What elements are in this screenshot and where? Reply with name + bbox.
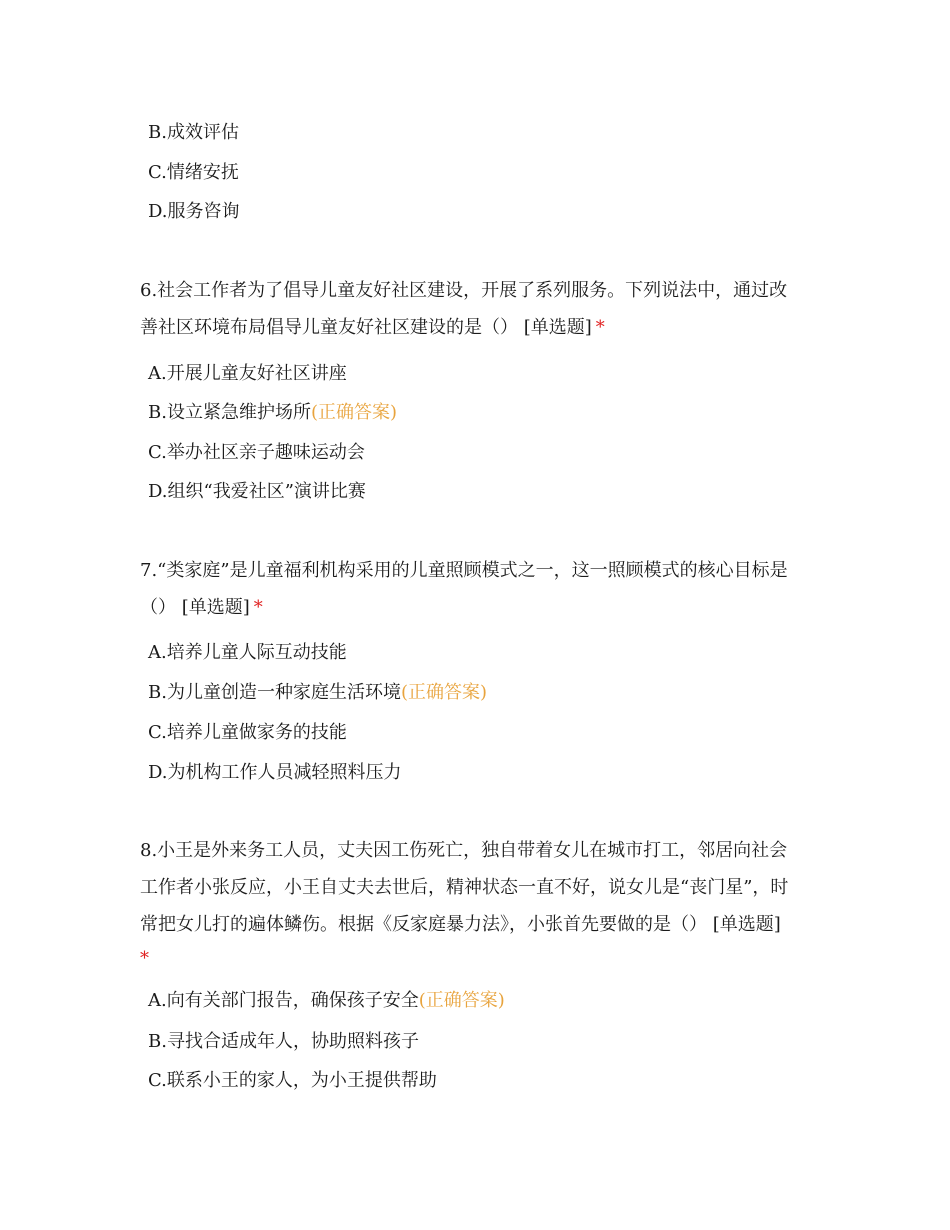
correct-answer-label: (正确答案) — [418, 990, 505, 1011]
q5-option-c-text: C.情绪安抚 — [148, 162, 239, 183]
q6-option-c-text: C.举办社区亲子趣味运动会 — [148, 442, 365, 463]
q6-option-c — [148, 441, 365, 465]
q8-title-line3: 常把女儿打的遍体鳞伤。根据《反家庭暴力法》，小张首先要做的是（） [单选题] — [140, 914, 781, 935]
q7-option-d-text: D.为机构工作人员减轻照料压力 — [148, 762, 402, 783]
q5-option-b — [148, 121, 239, 145]
q7-option-a-text: A.培养儿童人际互动技能 — [148, 642, 347, 663]
q5-option-d — [148, 200, 240, 224]
q6-option-b — [148, 401, 397, 425]
q6-title-line2-text: 善社区环境布局倡导儿童友好社区建设的是（） [单选题] — [140, 317, 592, 338]
q7-title-line2-text: （） [单选题] — [140, 597, 250, 618]
q7-option-b-text: B.为儿童创造一种家庭生活环境 — [148, 682, 401, 703]
required-asterisk: * — [595, 317, 605, 338]
required-asterisk: * — [140, 948, 149, 969]
required-asterisk: * — [253, 597, 263, 618]
correct-answer-label: (正确答案) — [310, 402, 397, 423]
correct-answer-label: (正确答案) — [400, 682, 487, 703]
q5-option-c — [148, 161, 239, 185]
q8-option-c-text: C.联系小王的家人，为小王提供帮助 — [148, 1070, 437, 1091]
q8-required-line — [136, 947, 149, 971]
q7-option-d — [148, 761, 402, 785]
q6-option-a — [148, 362, 347, 386]
q7-title-line2 — [140, 596, 263, 620]
q7-option-a — [148, 641, 347, 665]
q7-option-c-text: C.培养儿童做家务的技能 — [148, 722, 347, 743]
q7-option-b — [148, 681, 487, 705]
q6-option-d-text: D.组织“我爱社区”演讲比赛 — [148, 481, 366, 502]
q8-title-line1: 8.小王是外来务工人员，丈夫因工伤死亡，独自带着女儿在城市打工，邻居向社会 — [140, 840, 788, 861]
q6-title-line1: 6.社会工作者为了倡导儿童友好社区建设，开展了系列服务。下列说法中，通过改 — [140, 280, 788, 301]
q5-option-b-text: B.成效评估 — [148, 122, 239, 143]
q8-title-line2: 工作者小张反应，小王自丈夫去世后，精神状态一直不好，说女儿是“丧门星”，时 — [140, 877, 789, 898]
q6-title-line2 — [140, 316, 605, 340]
q5-option-d-text: D.服务咨询 — [148, 201, 240, 222]
q7-option-c — [148, 721, 347, 745]
q7-title-line1: 7.“类家庭”是儿童福利机构采用的儿童照顾模式之一，这一照顾模式的核心目标是 — [140, 560, 788, 581]
q6-option-b-text: B.设立紧急维护场所 — [148, 402, 311, 423]
q8-option-b — [148, 1030, 419, 1054]
q6-option-d — [148, 480, 366, 504]
q8-option-c — [148, 1069, 437, 1093]
q8-option-a-text: A.向有关部门报告，确保孩子安全 — [148, 990, 419, 1011]
q8-option-a — [148, 989, 505, 1013]
q6-option-a-text: A.开展儿童友好社区讲座 — [148, 363, 347, 384]
q8-option-b-text: B.寻找合适成年人，协助照料孩子 — [148, 1031, 419, 1052]
